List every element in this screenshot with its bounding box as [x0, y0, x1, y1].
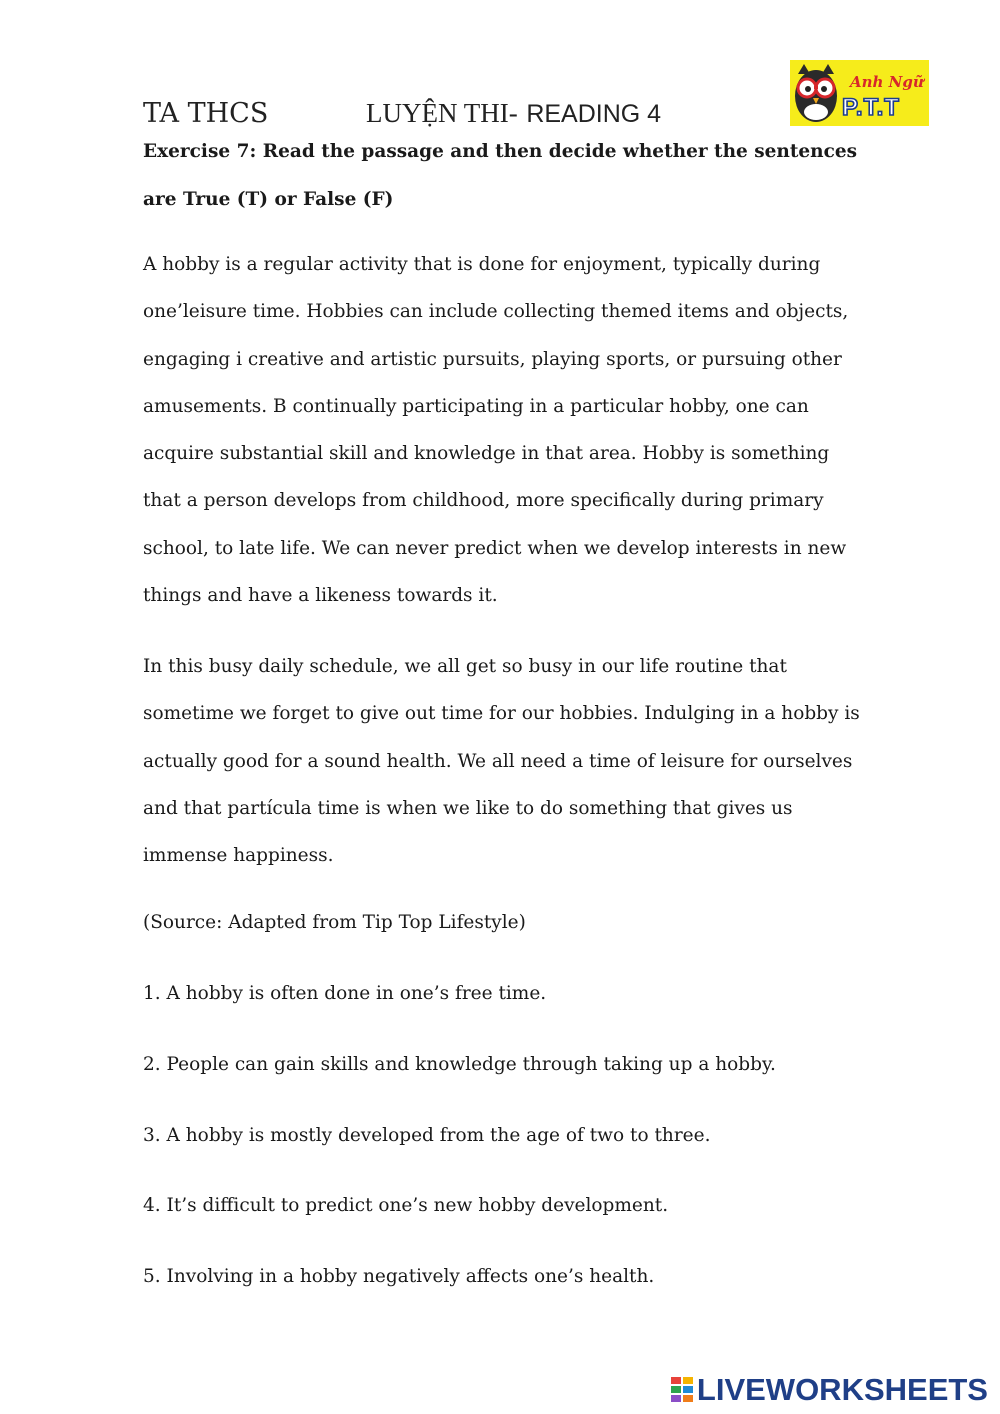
exercise-instruction: [143, 128, 903, 223]
header-title-suffix: READING 4: [526, 100, 662, 128]
passage-line: acquire substantial skill and knowledge in that area. Hobby is something: [143, 443, 830, 465]
passage-paragraph-1: [143, 241, 923, 619]
question-item: 5. Involving in a hobby negatively affects one’s health.: [143, 1266, 655, 1287]
passage-line: immense happiness.: [143, 845, 334, 867]
passage-line: amusements. B continually participating in a particular hobby, one can: [143, 395, 809, 417]
passage-line: things and have a likeness towards it.: [143, 585, 498, 607]
ptt-logo: [790, 60, 929, 126]
question-item: 3. A hobby is mostly developed from the age of two to three.: [143, 1125, 711, 1146]
passage-line: actually good for a sound health. We all need a time of leisure for ourselves: [143, 750, 853, 772]
header-level-label: TA THCS: [143, 98, 269, 129]
question-item: 2. People can gain skills and knowledge through taking up a hobby.: [143, 1054, 776, 1075]
logo-text-bottom: P.T.T: [842, 94, 900, 121]
header-title: [366, 98, 661, 129]
passage-paragraph-2: [143, 643, 923, 879]
question-item: 1. A hobby is often done in one’s free time.: [143, 983, 547, 1004]
header-title-prefix: LUYỆN THI-: [366, 98, 518, 128]
passage-line: A hobby is a regular activity that is done for enjoyment, typically during: [143, 254, 821, 275]
passage-line: In this busy daily schedule, we all get so busy in our life routine that: [143, 656, 787, 677]
logo-text-top: Anh Ngữ: [850, 73, 924, 91]
exercise-instruction-line: are True (T) or False (F): [143, 188, 394, 210]
passage-line: that a person develops from childhood, more specifically during primary: [143, 490, 824, 512]
liveworksheets-brand: LIVEWORKSHEETS: [696, 1372, 988, 1407]
passage-line: sometime we forget to give out time for our hobbies. Indulging in a hobby is: [143, 703, 860, 725]
page-header: [143, 98, 662, 129]
passage-line: school, to late life. We can never predict when we develop interests in new: [143, 537, 847, 559]
liveworksheets-blocks-icon: [671, 1377, 693, 1403]
passage-line: and that partícula time is when we like to do something that gives us: [143, 797, 793, 819]
passage-line: one’leisure time. Hobbies can include collecting themed items and objects,: [143, 301, 849, 323]
owl-icon: [790, 60, 929, 126]
passage-source: (Source: Adapted from Tip Top Lifestyle): [143, 912, 526, 933]
question-item: 4. It’s difficult to predict one’s new hobby development.: [143, 1195, 669, 1216]
exercise-instruction-line: Exercise 7: Read the passage and then decide whether the sentences: [143, 141, 858, 162]
liveworksheets-footer: [671, 1372, 988, 1408]
passage-line: engaging i creative and artistic pursuits, playing sports, or pursuing other: [143, 348, 842, 370]
